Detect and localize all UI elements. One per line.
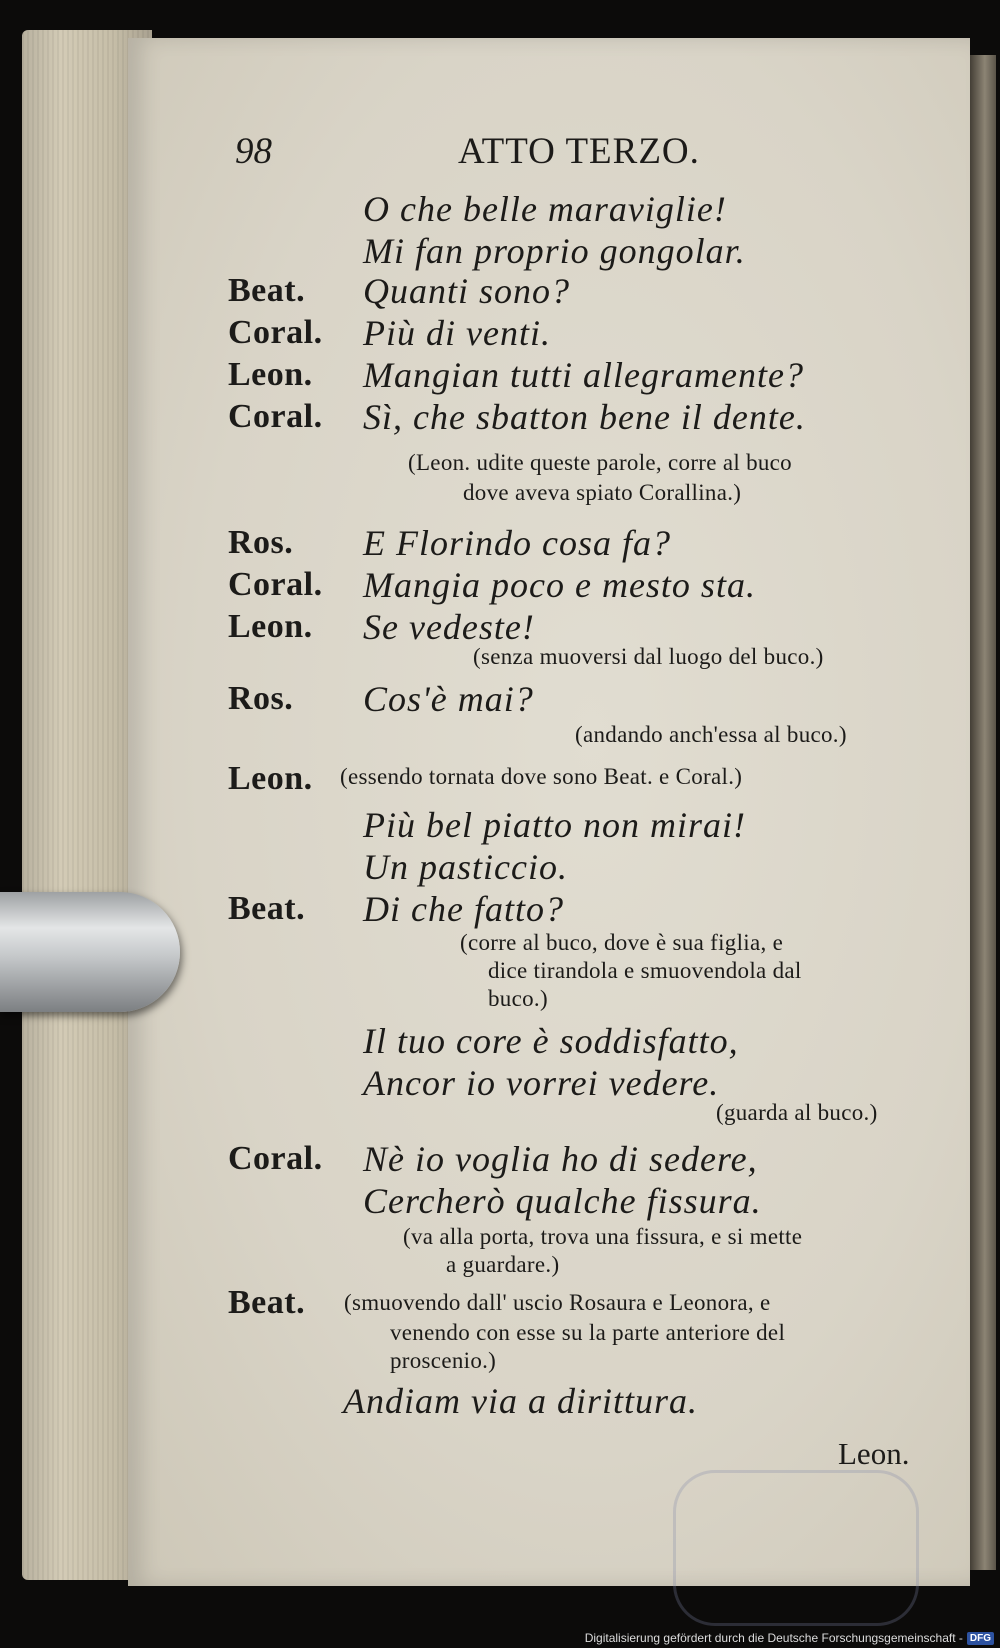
stage-direction: (smuovendo dall' uscio Rosaura e Leonora, e: [344, 1290, 771, 1315]
verse-line: Sì, che sbatton bene il dente.: [363, 397, 806, 437]
stage-direction: (senza muoversi dal luogo del buco.): [473, 644, 824, 669]
speaker-label: Leon.: [228, 608, 313, 645]
verse-line: Se vedeste!: [363, 607, 535, 647]
speaker-label: Leon.: [228, 760, 313, 797]
credit-text: Digitalisierung gefördert durch die Deutsche Forschungsgemeinschaft -: [584, 1631, 963, 1645]
verse-line: Andiam via a dirittura.: [343, 1381, 698, 1421]
digitization-credit: [585, 1631, 994, 1645]
speaker-label: Beat.: [228, 272, 306, 309]
speaker-label: Leon.: [228, 356, 313, 393]
stage-direction: buco.): [488, 986, 548, 1011]
speaker-label: Beat.: [228, 1284, 306, 1321]
verse-line: Più bel piatto non mirai!: [363, 805, 746, 845]
verse-line: Di che fatto?: [363, 889, 564, 929]
verse-line: Il tuo core è soddisfatto,: [363, 1021, 739, 1061]
verse-line: Mi fan proprio gongolar.: [363, 231, 746, 271]
speaker-label: Beat.: [228, 890, 306, 927]
speaker-label: Ros.: [228, 680, 294, 717]
stage-direction: (andando anch'essa al buco.): [575, 722, 847, 747]
stage-direction: (essendo tornata dove sono Beat. e Coral.): [340, 764, 743, 789]
verse-line: Cercherò qualche fissura.: [363, 1181, 762, 1221]
library-stamp: [673, 1470, 919, 1626]
verse-line: Cos'è mai?: [363, 679, 534, 719]
book-binding-edge: [968, 55, 996, 1570]
verse-line: Più di venti.: [363, 313, 551, 353]
page-number: 98: [235, 131, 272, 172]
stage-direction: (corre al buco, dove è sua figlia, e: [460, 930, 784, 955]
verse-line: Quanti sono?: [363, 271, 571, 311]
stage-direction: a guardare.): [446, 1252, 560, 1277]
catchword: Leon.: [838, 1436, 910, 1471]
speaker-label: Coral.: [228, 1140, 323, 1177]
verse-line: Nè io voglia ho di sedere,: [363, 1139, 758, 1179]
speaker-label: Ros.: [228, 524, 294, 561]
speaker-label: Coral.: [228, 314, 323, 351]
stage-direction: dice tirandola e smuovendola dal: [488, 958, 802, 983]
verse-line: Mangia poco e mesto sta.: [363, 565, 756, 605]
stage-direction: dove aveva spiato Corallina.): [463, 480, 742, 505]
speaker-label: Coral.: [228, 566, 323, 603]
verse-line: Mangian tutti allegramente?: [363, 355, 804, 395]
stage-direction: (va alla porta, trova una fissura, e si mette: [403, 1224, 803, 1249]
stage-direction: (guarda al buco.): [716, 1100, 878, 1125]
page-holder-clip: [0, 892, 180, 1012]
book-page: [128, 38, 970, 1586]
dfg-logo: DFG: [967, 1632, 994, 1645]
speaker-label: Coral.: [228, 398, 323, 435]
stage-direction: (Leon. udite queste parole, corre al buco: [408, 450, 792, 475]
verse-line: O che belle maraviglie!: [363, 189, 727, 229]
running-header: ATTO TERZO.: [458, 131, 700, 172]
verse-line: E Florindo cosa fa?: [363, 523, 671, 563]
stage-direction: venendo con esse su la parte anteriore del: [390, 1320, 786, 1345]
stage-direction: proscenio.): [390, 1348, 497, 1373]
verse-line: Ancor io vorrei vedere.: [363, 1063, 720, 1103]
verse-line: Un pasticcio.: [363, 847, 568, 887]
